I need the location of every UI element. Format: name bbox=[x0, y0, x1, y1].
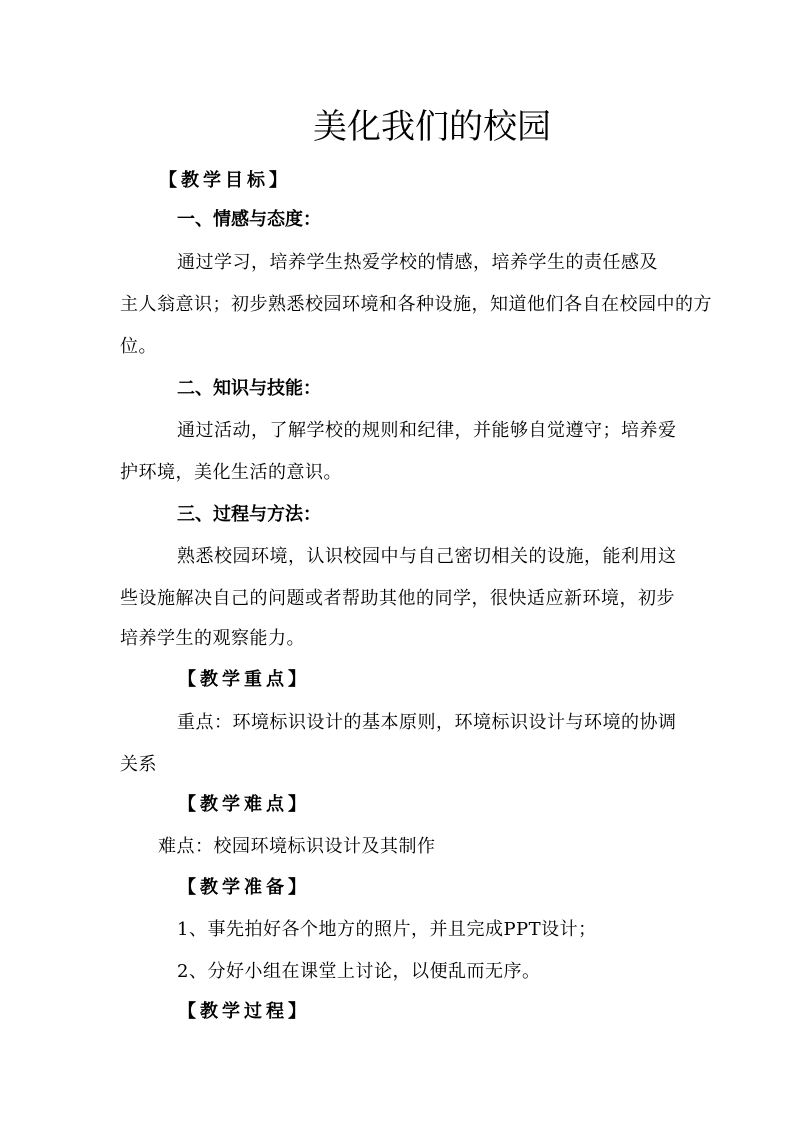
key-line-2: 关系 bbox=[120, 754, 157, 775]
teaching-process-heading: 【教学过程】 bbox=[178, 1001, 310, 1022]
key-heading: 【教学重点】 bbox=[178, 669, 310, 690]
preparation-item-1: 1、事先拍好各个地方的照片，并且完成PPT设计； bbox=[177, 919, 597, 940]
process-line-3: 培养学生的观察能力。 bbox=[120, 628, 305, 649]
process-heading: 三、过程与方法： bbox=[177, 504, 321, 525]
process-line-2: 些设施解决自己的问题或者帮助其他的同学，很快适应新环境，初步 bbox=[120, 588, 675, 609]
difficulty-heading: 【教学难点】 bbox=[178, 794, 310, 815]
document-title: 美化我们的校园 bbox=[313, 107, 551, 147]
difficulty-line: 难点：校园环境标识设计及其制作 bbox=[158, 836, 436, 857]
emotion-line-3: 位。 bbox=[120, 336, 157, 357]
knowledge-line-2: 护环境，美化生活的意识。 bbox=[120, 462, 342, 483]
preparation-heading: 【教学准备】 bbox=[178, 877, 310, 898]
objectives-heading: 【教学目标】 bbox=[159, 170, 291, 191]
emotion-line-1: 通过学习，培养学生热爱学校的情感，培养学生的责任感及 bbox=[177, 252, 658, 273]
emotion-heading: 一、情感与态度： bbox=[177, 209, 321, 230]
key-line-1: 重点：环境标识设计的基本原则，环境标识设计与环境的协调 bbox=[177, 712, 677, 733]
preparation-item-2: 2、分好小组在课堂上讨论，以便乱而无序。 bbox=[177, 961, 541, 982]
knowledge-line-1: 通过活动，了解学校的规则和纪律，并能够自觉遵守；培养爱 bbox=[177, 420, 677, 441]
knowledge-heading: 二、知识与技能： bbox=[177, 378, 321, 399]
emotion-line-2: 主人翁意识；初步熟悉校园环境和各种设施，知道他们各自在校园中的方 bbox=[120, 294, 712, 315]
process-line-1: 熟悉校园环境，认识校园中与自己密切相关的设施，能利用这 bbox=[177, 546, 677, 567]
